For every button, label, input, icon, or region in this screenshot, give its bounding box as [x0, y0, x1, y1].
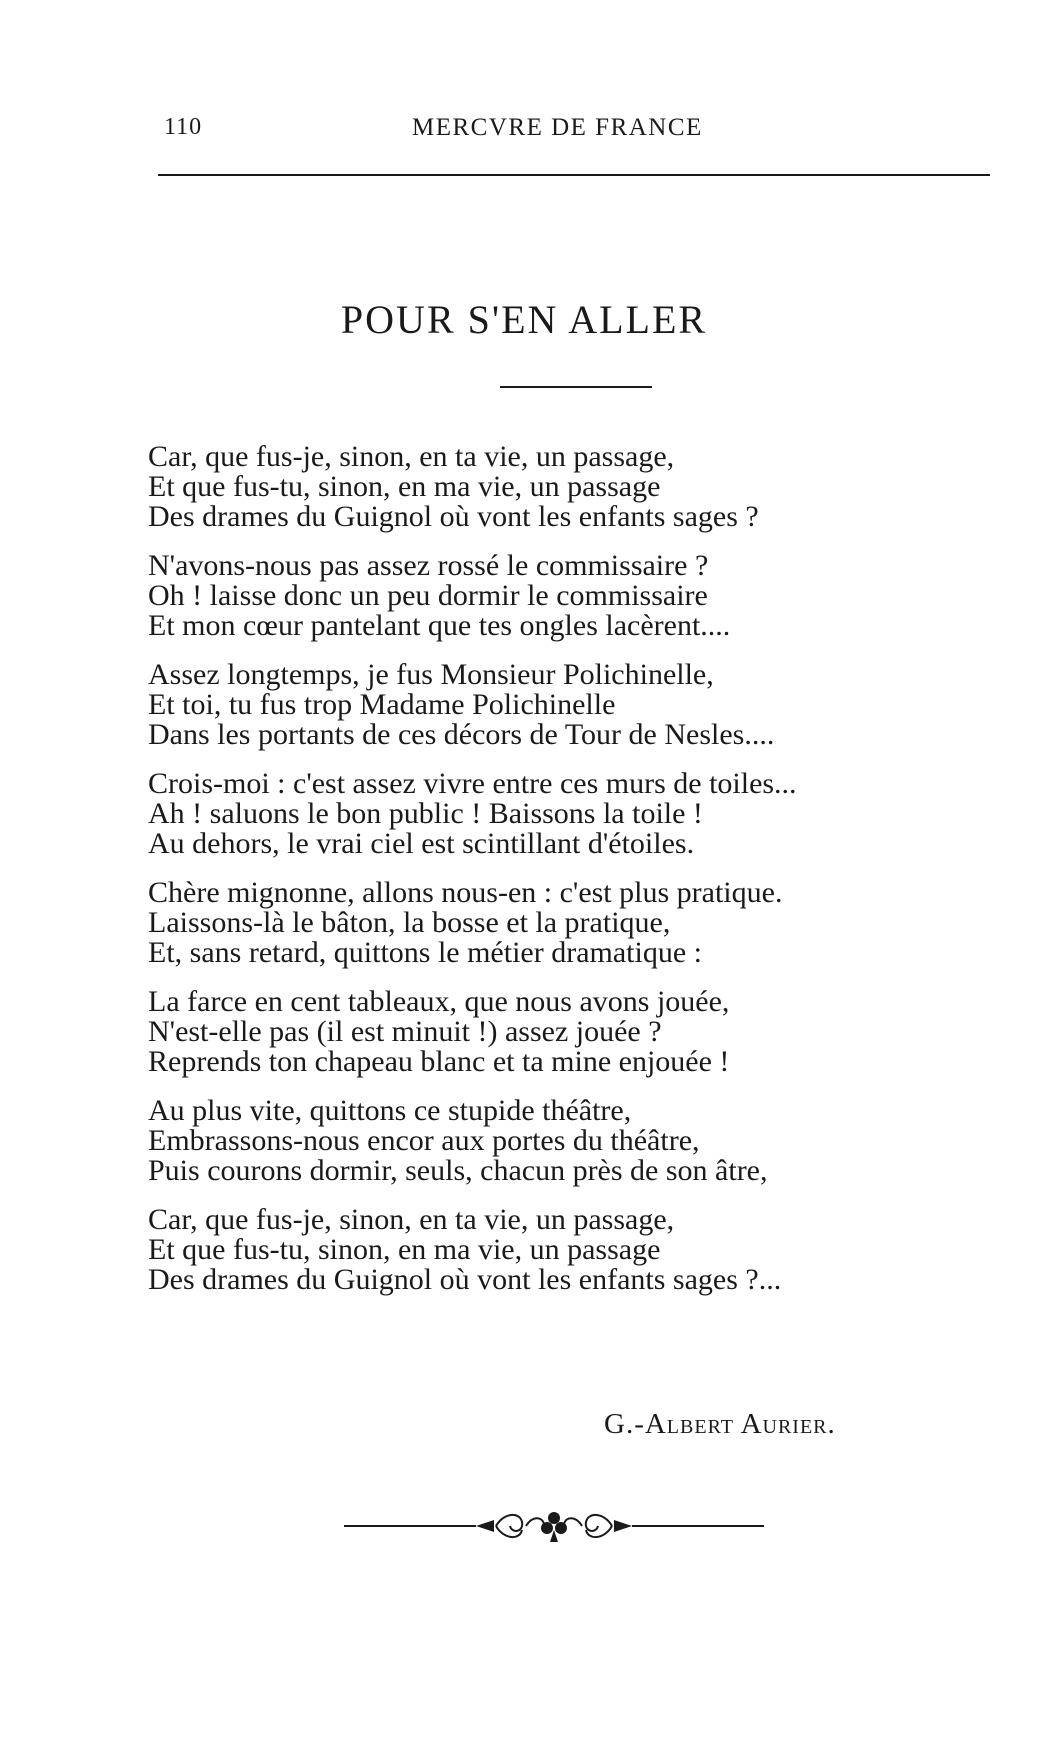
poem-line: Et que fus-tu, sinon, en ma vie, un passage — [148, 1233, 661, 1266]
stanza — [148, 1205, 1008, 1295]
header-rule — [158, 174, 990, 176]
running-head: MERCVRE DE FRANCE — [412, 114, 703, 141]
title-rule — [500, 386, 652, 388]
stanza — [148, 442, 1008, 532]
poem-line: Ah ! saluons le bon public ! Baissons la toile ! — [148, 797, 703, 830]
poem-line: Car, que fus-je, sinon, en ta vie, un passage, — [148, 1203, 675, 1236]
fleuron-ornament-icon — [344, 1506, 764, 1546]
poem-line: Puis courons dormir, seuls, chacun près de son âtre, — [148, 1154, 768, 1187]
poem-line: Des drames du Guignol où vont les enfants sages ?... — [148, 1263, 782, 1296]
poem-line: Dans les portants de ces décors de Tour de Nesles.... — [148, 718, 775, 751]
poem-line: N'avons-nous pas assez rossé le commissaire ? — [148, 549, 709, 582]
poem-body — [148, 442, 1008, 1314]
poem-line: Embrassons-nous encor aux portes du théâtre, — [148, 1124, 700, 1157]
poem-line: Et toi, tu fus trop Madame Polichinelle — [148, 688, 616, 721]
page-header — [160, 114, 988, 154]
poem-line: Crois-moi : c'est assez vivre entre ces murs de toiles... — [148, 767, 797, 800]
author-signature: G.-Albert Aurier. — [604, 1408, 836, 1440]
poem-line: Au dehors, le vrai ciel est scintillant d'étoiles. — [148, 827, 695, 860]
poem-line: Au plus vite, quittons ce stupide théâtre, — [148, 1094, 632, 1127]
poem-line: Et, sans retard, quittons le métier dramatique : — [148, 936, 703, 969]
page-number: 110 — [164, 114, 203, 140]
poem-line: N'est-elle pas (il est minuit !) assez jouée ? — [148, 1015, 662, 1048]
stanza — [148, 551, 1008, 641]
poem-title: POUR S'EN ALLER — [340, 297, 708, 342]
poem-line: Et que fus-tu, sinon, en ma vie, un passage — [148, 470, 661, 503]
poem-line: Et mon cœur pantelant que tes ongles lacèrent.... — [148, 609, 731, 642]
stanza — [148, 878, 1008, 968]
stanza — [148, 1096, 1008, 1186]
poem-line: Chère mignonne, allons nous-en : c'est plus pratique. — [148, 876, 783, 909]
poem-line: La farce en cent tableaux, que nous avons jouée, — [148, 985, 730, 1018]
stanza — [148, 660, 1008, 750]
poem-line: Laissons-là le bâton, la bosse et la pratique, — [148, 906, 671, 939]
poem-line: Assez longtemps, je fus Monsieur Polichinelle, — [148, 658, 714, 691]
stanza — [148, 769, 1008, 859]
poem-line: Reprends ton chapeau blanc et ta mine enjouée ! — [148, 1045, 730, 1078]
poem-line: Car, que fus-je, sinon, en ta vie, un passage, — [148, 440, 675, 473]
stanza — [148, 987, 1008, 1077]
poem-line: Des drames du Guignol où vont les enfants sages ? — [148, 500, 759, 533]
poem-line: Oh ! laisse donc un peu dormir le commissaire — [148, 579, 708, 612]
